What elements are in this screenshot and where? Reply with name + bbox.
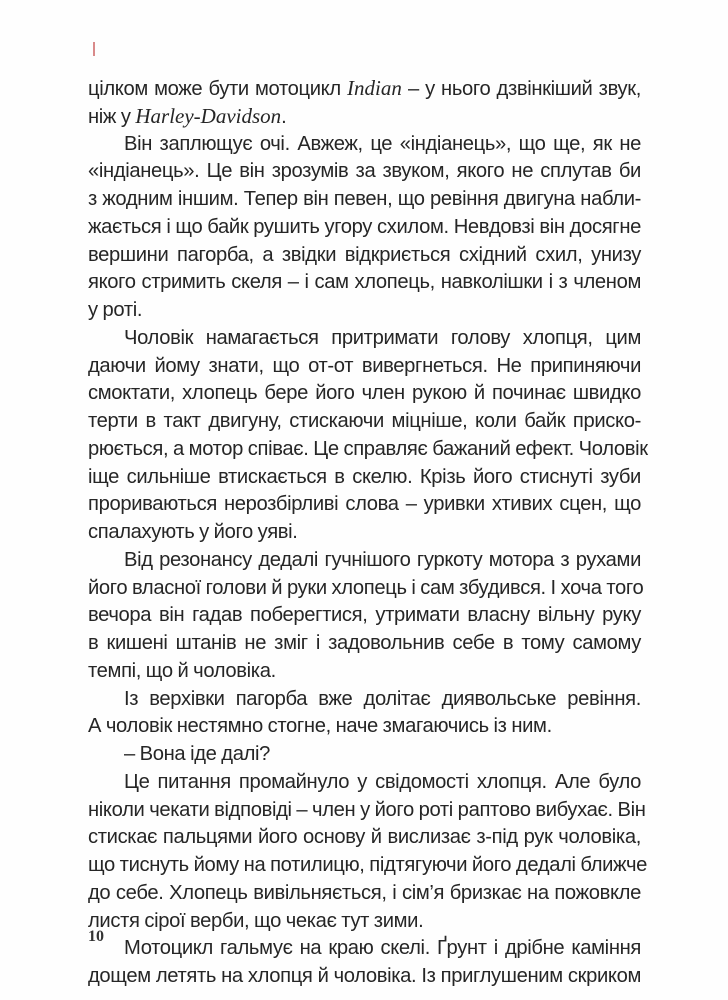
text-segment: ніж у xyxy=(88,105,136,128)
text-line: до себе. Хлопець вивільняється, і сім’я бризкає на пожовкле xyxy=(88,881,641,904)
dialogue-line xyxy=(88,741,641,769)
text-line: Від резонансу дедалі гучнішого гуркоту мотора з рухами xyxy=(124,548,641,571)
paragraph xyxy=(88,935,641,991)
text-line: якого стримить скеля – і сам хлопець, навколішки і з членом xyxy=(88,271,641,294)
text-line: даючи йому знати, що от-от вивергнеться. Не припиняючи xyxy=(88,354,641,377)
text-line: прориваються нерозбірливі слова – уривки хтивих сцен, що xyxy=(88,493,641,516)
text-line: стискає пальцями його основу й вислизає з-під рук чоловіка, xyxy=(88,826,641,849)
page-number: 10 xyxy=(88,928,104,945)
text-segment: – у нього дзвінкіший звук, xyxy=(401,78,641,100)
text-line: жається і що байк рушить угору схилом. Невдовзі він досягне xyxy=(88,215,641,238)
text-line: терти в такт двигуну, стискаючи міцніше, коли байк приско- xyxy=(88,410,641,432)
page-marker xyxy=(93,42,95,56)
text-line: Із верхівки пагорба вже долітає диявольське ревіння. xyxy=(124,687,641,710)
paragraph xyxy=(88,325,648,547)
paragraph xyxy=(88,769,648,936)
text-line: в кишені штанів не зміг і задовольнив себе в тому самому xyxy=(88,632,641,654)
paragraph xyxy=(88,686,641,742)
text-line: смоктати, хлопець бере його член рукою й починає швидко xyxy=(88,382,641,405)
text-line: спалахують у його уяві. xyxy=(88,521,298,543)
text-line: вечора він гадав поберегтися, утримати власну вільну руку xyxy=(88,604,641,627)
paragraph xyxy=(88,131,641,325)
text-line: Це питання промайнуло у свідомості хлопця. Але було xyxy=(124,770,641,793)
text-line xyxy=(88,75,641,103)
text-line: дощем летять на хлопця й чоловіка. Із приглушеним скриком xyxy=(88,965,641,987)
text-line xyxy=(88,103,641,131)
text-line: «індіанець». Це він зрозумів за звуком, якого не сплутав би xyxy=(88,160,641,183)
text-line: його власної голови й руки хлопець і сам збудився. І хоча того xyxy=(88,576,644,599)
text-line: Він заплющує очі. Авжеж, це «індіанець», що ще, як не xyxy=(124,132,641,155)
italic-brand-name: Indian xyxy=(347,76,402,100)
paragraph xyxy=(88,75,641,131)
text-line: іще сильніше втискається в скелю. Крізь його стиснуті зуби xyxy=(88,465,641,488)
text-segment: цілком може бути мотоцикл xyxy=(88,78,347,100)
text-line: Чоловік намагається притримати голову хлопця, цим xyxy=(124,326,641,349)
text-line: у роті. xyxy=(88,299,143,321)
text-line: ніколи чекати відповіді – член у його роті раптово вибухає. Він xyxy=(88,798,646,821)
paragraph xyxy=(88,547,644,686)
text-line: рюється, а мотор співає. Це справляє бажаний ефект. Чоловік xyxy=(88,437,648,460)
text-segment: . xyxy=(281,105,287,128)
text-line: Мотоцикл гальмує на краю скелі. Ґрунт і дрібне каміння xyxy=(124,937,641,960)
text-line: з жодним іншим. Тепер він певен, що ревіння двигуна набли- xyxy=(88,188,641,210)
text-line: темпі, що й чоловіка. xyxy=(88,659,276,682)
text-line: – Вона іде далі? xyxy=(124,743,271,765)
body-text xyxy=(88,75,648,991)
text-line: вершини пагорба, а звідки відкриється східний схил, унизу xyxy=(88,243,641,266)
italic-brand-name: Harley-Davidson xyxy=(135,103,282,128)
text-line: А чоловік нестямно стогне, наче змагаючись із ним. xyxy=(88,715,552,738)
text-line: що тиснуть йому на потилицю, підтягуючи його дедалі ближче xyxy=(88,854,648,876)
text-line: листя сірої верби, що чекає тут зими. xyxy=(88,909,424,932)
